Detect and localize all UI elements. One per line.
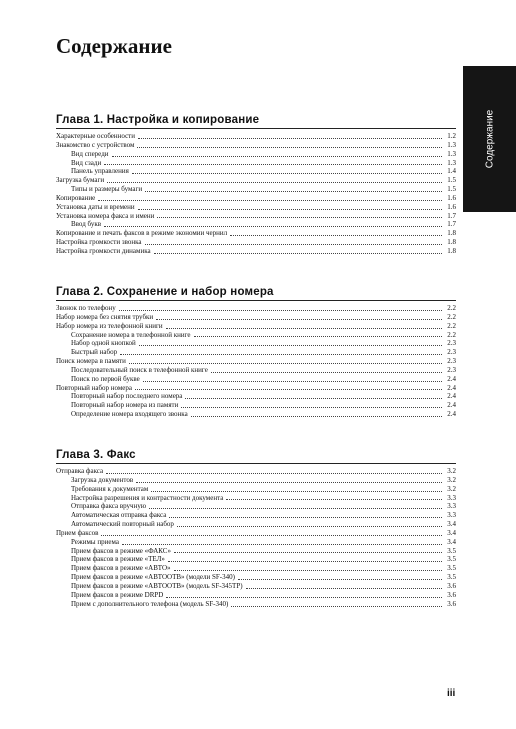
dot-leader xyxy=(135,388,442,390)
side-tab xyxy=(463,66,516,212)
toc-entry[interactable] xyxy=(56,547,456,556)
toc-entry-page: 1.8 xyxy=(447,246,456,255)
toc-entry[interactable] xyxy=(56,212,456,221)
toc-entry-title: Ввод букв xyxy=(71,220,102,229)
toc-entry-title: Настройка громкости звонка xyxy=(56,238,142,247)
toc-entry[interactable] xyxy=(56,141,456,150)
toc-entry-title: Прием факсов в режиме DRPD xyxy=(71,590,164,599)
toc-entry-title: Загрузка бумаги xyxy=(56,176,105,185)
toc-entry-title: Вид сзади xyxy=(71,158,102,167)
toc-entry-title: Прием факсов xyxy=(56,528,99,537)
dot-leader xyxy=(132,172,442,174)
toc-entry[interactable] xyxy=(56,591,456,600)
dot-leader xyxy=(104,225,442,227)
dot-leader xyxy=(246,587,442,589)
toc-entry-page: 1.2 xyxy=(447,132,456,140)
toc-entry[interactable] xyxy=(56,229,456,238)
toc-entry-title: Поиск номера в памяти xyxy=(56,357,126,366)
chapter-divider xyxy=(56,463,456,464)
toc-entry[interactable] xyxy=(56,247,456,256)
toc-entry-page: 1.7 xyxy=(447,220,456,229)
dot-leader xyxy=(174,551,442,553)
toc-entry-title: Характерные особенности xyxy=(56,132,135,140)
toc-entry-page: 3.2 xyxy=(447,484,456,493)
toc-entry[interactable] xyxy=(56,485,456,494)
dot-leader xyxy=(151,490,442,492)
dot-leader xyxy=(143,380,442,382)
toc-entry-page: 3.3 xyxy=(447,493,456,502)
toc-entry[interactable] xyxy=(56,313,456,322)
toc-entry[interactable] xyxy=(56,348,456,357)
toc-entry-title: Автоматическая отправка факса xyxy=(71,511,167,520)
toc-entry[interactable] xyxy=(56,494,456,503)
toc-entry-page: 3.4 xyxy=(447,520,456,529)
dot-leader xyxy=(139,344,442,346)
toc-entry-page: 2.2 xyxy=(447,304,456,312)
chapter-heading: Глава 2. Сохранение и набор номера xyxy=(56,286,274,298)
toc-entry[interactable] xyxy=(56,410,456,419)
dot-leader xyxy=(157,216,442,218)
dot-leader xyxy=(104,163,442,165)
dot-leader xyxy=(169,516,442,518)
toc-entry-title: Отправка факса вручную xyxy=(71,502,147,511)
dot-leader xyxy=(112,155,442,157)
side-tab-label: Содержание xyxy=(484,109,495,169)
toc-entry-title: Набор номера из телефонной книги xyxy=(56,321,163,330)
toc-entry-title: Требования к документам xyxy=(71,484,149,493)
toc-entry-page: 3.3 xyxy=(447,502,456,511)
toc-entry[interactable] xyxy=(56,304,456,313)
toc-entry[interactable] xyxy=(56,238,456,247)
toc-entry[interactable] xyxy=(56,600,456,609)
toc-entry-page: 2.4 xyxy=(447,374,456,383)
toc-entry[interactable] xyxy=(56,384,456,393)
toc-entry-title: Сохранение номера в телефонной книге xyxy=(71,330,191,339)
toc-entry-page: 1.6 xyxy=(447,193,456,202)
toc-entry-title: Набор одной кнопкой xyxy=(71,339,136,348)
toc-entry-page: 3.5 xyxy=(447,564,456,573)
toc-entry-page: 3.3 xyxy=(447,511,456,520)
toc-entry[interactable] xyxy=(56,150,456,159)
toc-entry[interactable] xyxy=(56,520,456,529)
toc-entry-list xyxy=(56,467,456,609)
toc-entry-title: Прием факсов в режиме «АВТО» xyxy=(71,564,171,573)
toc-entry-page: 1.3 xyxy=(447,158,456,167)
dot-leader xyxy=(166,327,442,329)
page-title: Содержание xyxy=(56,34,172,58)
dot-leader xyxy=(122,543,442,545)
toc-entry-title: Настройка громкости динамика xyxy=(56,246,151,255)
toc-entry-title: Поиск по первой букве xyxy=(71,374,140,383)
chapter-heading: Глава 1. Настройка и копирование xyxy=(56,114,260,126)
toc-entry-page: 1.8 xyxy=(447,238,456,247)
toc-entry-page: 1.5 xyxy=(447,185,456,194)
toc-entry-title: Автоматический повторный набор xyxy=(71,520,174,529)
dot-leader xyxy=(211,371,442,373)
toc-entry-title: Типы и размеры бумаги xyxy=(71,185,143,194)
toc-entry-page: 3.2 xyxy=(447,467,456,475)
toc-entry-page: 2.2 xyxy=(447,312,456,321)
toc-entry[interactable] xyxy=(56,502,456,511)
toc-entry-page: 3.5 xyxy=(447,555,456,564)
dot-leader xyxy=(98,199,442,201)
toc-entry-title: Прием факсов в режиме «ФАКС» xyxy=(71,546,171,555)
toc-entry-page: 1.7 xyxy=(447,211,456,220)
toc-entry-page: 1.8 xyxy=(447,229,456,238)
toc-entry[interactable] xyxy=(56,564,456,573)
toc-entry-page: 2.2 xyxy=(447,321,456,330)
toc-entry-page: 3.5 xyxy=(447,546,456,555)
dot-leader xyxy=(106,472,442,474)
toc-entry-page: 1.3 xyxy=(447,140,456,149)
dot-leader xyxy=(230,234,442,236)
toc-entry-page: 2.3 xyxy=(447,348,456,357)
toc-entry-page: 3.6 xyxy=(447,590,456,599)
dot-leader xyxy=(145,190,442,192)
dot-leader xyxy=(238,578,442,580)
dot-leader xyxy=(194,335,442,337)
dot-leader xyxy=(149,507,442,509)
toc-entry-title: Быстрый набор xyxy=(71,348,118,357)
toc-entry-page: 1.3 xyxy=(447,149,456,158)
toc-entry-page: 3.4 xyxy=(447,528,456,537)
dot-leader xyxy=(156,318,442,320)
toc-entry-page: 2.4 xyxy=(447,392,456,401)
chapter-2-section xyxy=(56,285,456,419)
toc-entry[interactable] xyxy=(56,366,456,375)
toc-entry-title: Установка даты и времени xyxy=(56,202,135,211)
dot-leader xyxy=(129,362,442,364)
toc-entry-page: 3.4 xyxy=(447,537,456,546)
toc-entry[interactable] xyxy=(56,401,456,410)
toc-entry-title: Загрузка документов xyxy=(71,475,134,484)
dot-leader xyxy=(145,243,442,245)
toc-entry-title: Установка номера факса и имени xyxy=(56,211,155,220)
toc-entry-title: Режимы приема xyxy=(71,537,119,546)
toc-entry[interactable] xyxy=(56,339,456,348)
toc-entry-page: 2.4 xyxy=(447,383,456,392)
chapter-divider xyxy=(56,300,456,301)
toc-entry-title: Отправка факса xyxy=(56,467,104,475)
toc-entry-title: Панель управления xyxy=(71,167,129,176)
toc-entry[interactable] xyxy=(56,159,456,168)
dot-leader xyxy=(191,415,442,417)
toc-entry-title: Прием факсов в режиме «АВТООТВ» (модель SF-345TP) xyxy=(71,581,243,590)
toc-entry-title: Копирование xyxy=(56,193,96,202)
dot-leader xyxy=(177,525,442,527)
toc-entry-title: Настройка разрешения и контрастности документа xyxy=(71,493,224,502)
toc-entry-title: Определение номера входящего звонка xyxy=(71,410,188,419)
dot-leader xyxy=(120,353,442,355)
dot-leader xyxy=(107,181,442,183)
toc-entry-page: 2.4 xyxy=(447,410,456,419)
dot-leader xyxy=(137,146,442,148)
toc-entry-list xyxy=(56,132,456,256)
toc-entry-list xyxy=(56,304,456,419)
dot-leader xyxy=(138,208,442,210)
toc-entry[interactable] xyxy=(56,529,456,538)
chapter-1-section xyxy=(56,113,456,256)
chapter-3-section xyxy=(56,448,456,609)
dot-leader xyxy=(168,560,442,562)
dot-leader xyxy=(136,481,442,483)
toc-entry-page: 3.2 xyxy=(447,475,456,484)
toc-entry[interactable] xyxy=(56,573,456,582)
toc-entry-page: 3.5 xyxy=(447,573,456,582)
dot-leader xyxy=(181,406,442,408)
dot-leader xyxy=(226,498,442,500)
dot-leader xyxy=(174,569,442,571)
toc-entry-page: 2.3 xyxy=(447,339,456,348)
toc-entry[interactable] xyxy=(56,357,456,366)
toc-entry-title: Вид спереди xyxy=(71,149,109,158)
toc-entry[interactable] xyxy=(56,132,456,141)
toc-entry[interactable] xyxy=(56,220,456,229)
toc-entry-page: 2.2 xyxy=(447,330,456,339)
toc-entry[interactable] xyxy=(56,203,456,212)
toc-entry-title: Прием факсов в режиме «ТЕЛ» xyxy=(71,555,165,564)
toc-entry[interactable] xyxy=(56,511,456,520)
toc-entry-page: 1.4 xyxy=(447,167,456,176)
toc-entry-title: Последовательный поиск в телефонной книге xyxy=(71,365,208,374)
toc-entry[interactable] xyxy=(56,176,456,185)
toc-entry[interactable] xyxy=(56,538,456,547)
dot-leader xyxy=(154,252,442,254)
toc-entry[interactable] xyxy=(56,582,456,591)
toc-entry-page: 3.6 xyxy=(447,581,456,590)
toc-entry-page: 2.3 xyxy=(447,365,456,374)
toc-entry-page: 3.6 xyxy=(447,599,456,608)
page-number: iii xyxy=(447,688,456,699)
toc-entry[interactable] xyxy=(56,194,456,203)
toc-entry[interactable] xyxy=(56,331,456,340)
toc-entry[interactable] xyxy=(56,185,456,194)
dot-leader xyxy=(166,596,442,598)
dot-leader xyxy=(231,605,442,607)
toc-entry[interactable] xyxy=(56,476,456,485)
chapter-divider xyxy=(56,128,456,129)
toc-entry-page: 1.5 xyxy=(447,176,456,185)
toc-entry[interactable] xyxy=(56,375,456,384)
dot-leader xyxy=(138,137,442,139)
dot-leader xyxy=(101,534,442,536)
toc-entry-title: Набор номера без снятия трубки xyxy=(56,312,154,321)
toc-entry-title: Прием с дополнительного телефона (модель SF-340) xyxy=(71,599,229,608)
toc-entry-title: Прием факсов в режиме «АВТООТВ» (модели SF-340) xyxy=(71,573,235,582)
chapter-heading: Глава 3. Факс xyxy=(56,449,136,461)
toc-entry-title: Знакомство с устройством xyxy=(56,140,135,149)
toc-entry[interactable] xyxy=(56,467,456,476)
toc-entry-page: 1.6 xyxy=(447,202,456,211)
toc-entry-title: Повторный набор последнего номера xyxy=(71,392,183,401)
toc-entry-title: Копирование и печать факсов в режиме экономии чернил xyxy=(56,229,228,238)
dot-leader xyxy=(119,309,442,311)
toc-entry-page: 2.4 xyxy=(447,401,456,410)
toc-entry[interactable] xyxy=(56,392,456,401)
toc-entry[interactable] xyxy=(56,322,456,331)
toc-entry-title: Звонок по телефону xyxy=(56,304,116,312)
dot-leader xyxy=(185,397,442,399)
toc-entry-title: Повторный набор номера xyxy=(56,383,133,392)
toc-entry[interactable] xyxy=(56,167,456,176)
toc-entry-title: Повторный набор номера из памяти xyxy=(71,401,179,410)
toc-entry-page: 2.3 xyxy=(447,357,456,366)
toc-entry[interactable] xyxy=(56,555,456,564)
